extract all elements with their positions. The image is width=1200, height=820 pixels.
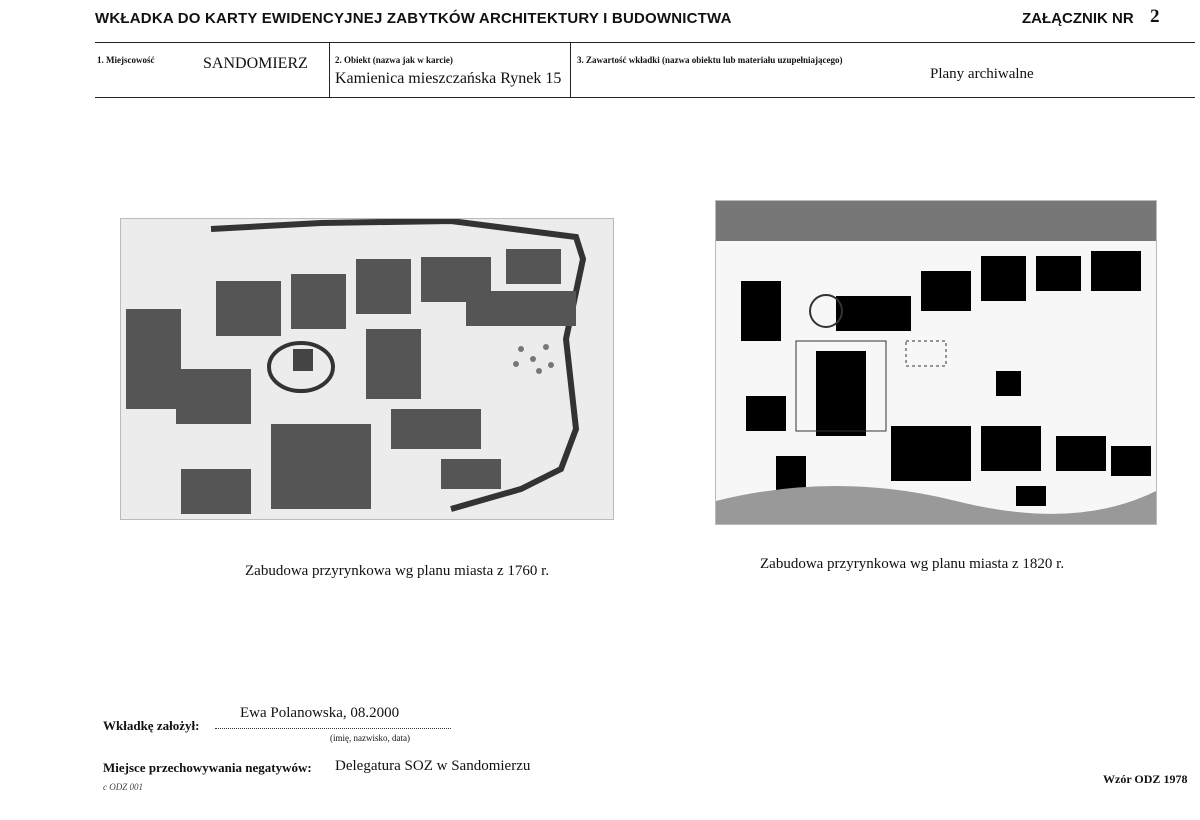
author-dotted-line [215,728,451,729]
locality-value: SANDOMIERZ [203,55,308,72]
form-title: WKŁADKA DO KARTY EWIDENCYJNEJ ZABYTKÓW ARCHITEKTURY I BUDOWNICTWA [95,10,732,27]
author-hint: (imię, nazwisko, data) [330,733,410,743]
template-label: Wzór ODZ 1978 [1103,772,1188,786]
object-label: 2. Obiekt (nazwa jak w karcie) [335,55,453,65]
content-value: Plany archiwalne [930,66,1034,82]
column-divider-1 [329,43,330,97]
author-value: Ewa Polanowska, 08.2000 [240,705,400,721]
annex-label: ZAŁĄCZNIK NR [1022,10,1134,27]
annex-number: 2 [1150,6,1160,27]
map-1820-caption: Zabudowa przyrynkowa wg planu miasta z 1820 r. [760,556,1065,572]
map-1760-caption: Zabudowa przyrynkowa wg planu miasta z 1760 r. [245,563,550,579]
column-divider-2 [570,43,571,97]
map-1760-image [120,218,614,520]
table-bottom-rule [95,97,1195,98]
content-label: 3. Zawartość wkładki (nazwa obiektu lub materiału uzupełniającego) [577,55,843,65]
form-code: c ODZ 001 [103,782,143,792]
map-1820-image [715,200,1157,525]
storage-value: Delegatura SOZ w Sandomierzu [335,758,531,774]
author-label: Wkładkę założył: [103,718,200,733]
locality-label: 1. Miejscowość [97,55,155,65]
table-top-rule [95,42,1195,43]
object-value: Kamienica mieszczańska Rynek 15 [335,70,562,87]
storage-label: Miejsce przechowywania negatywów: [103,760,312,775]
